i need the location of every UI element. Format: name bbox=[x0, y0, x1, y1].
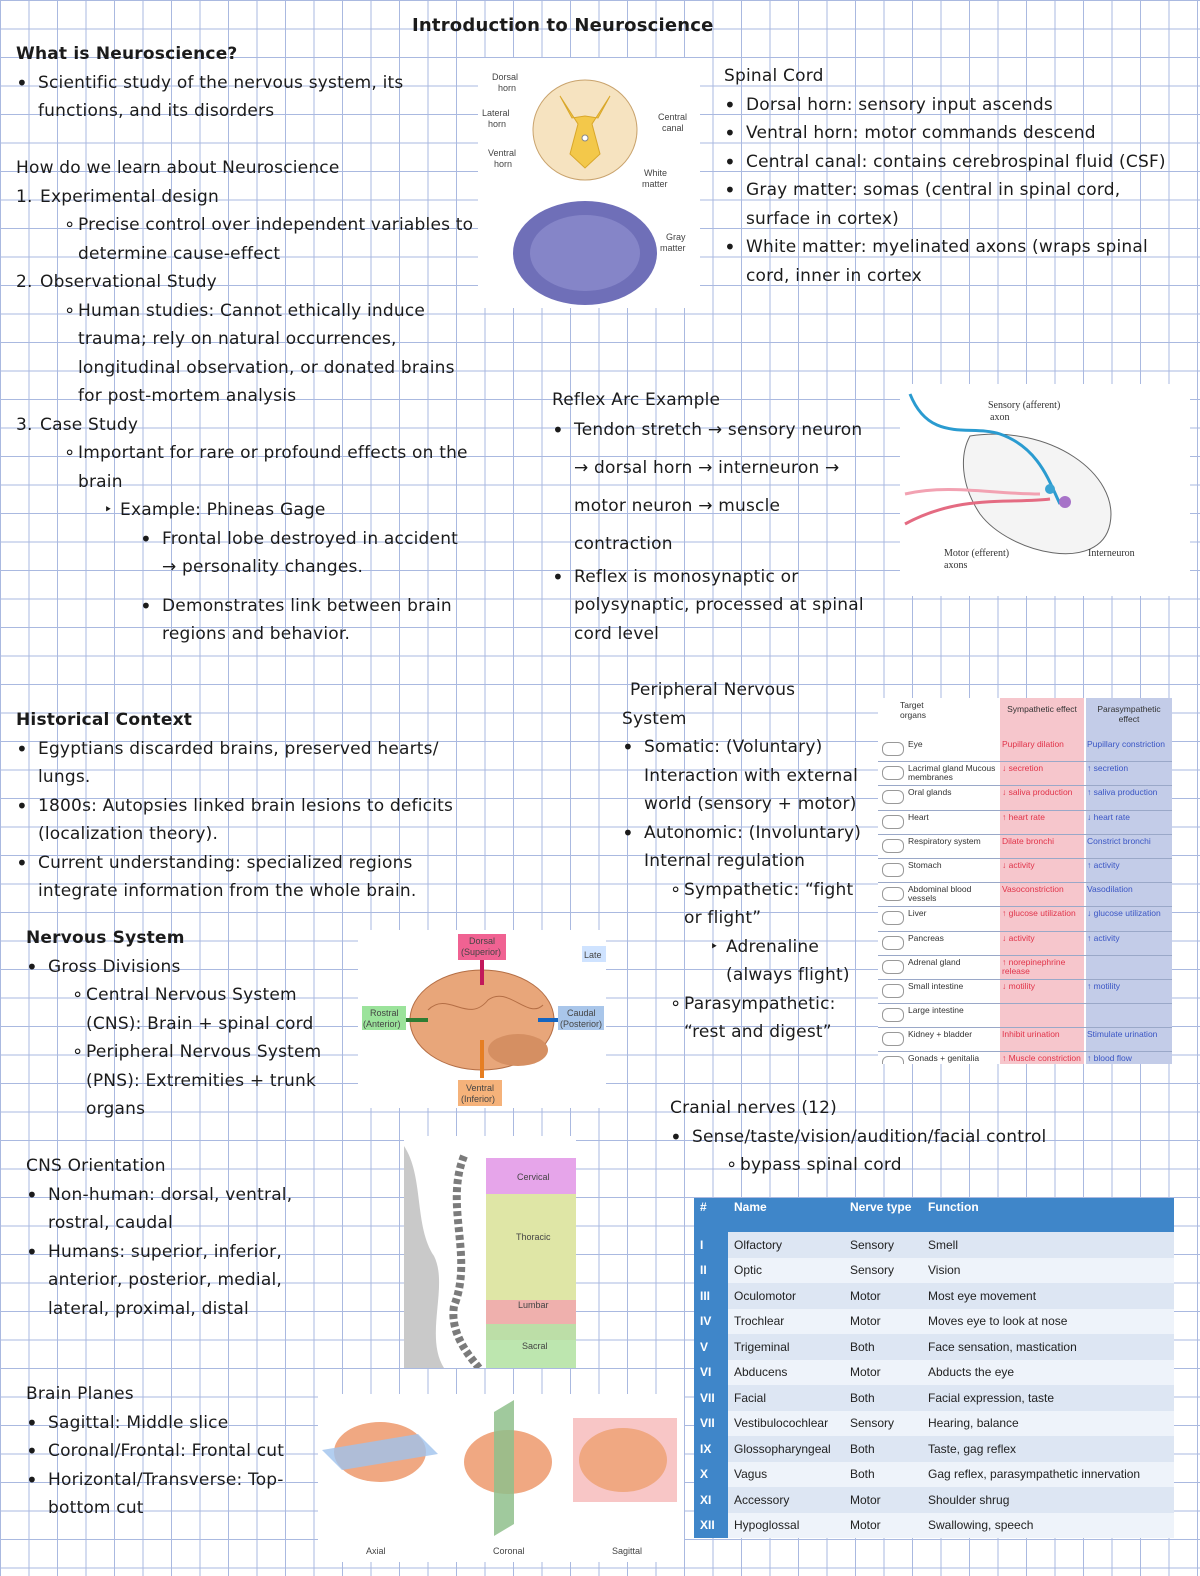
ans-symp: ↓ saliva production bbox=[1002, 787, 1073, 798]
spine-illustration bbox=[404, 1136, 576, 1368]
table-row bbox=[694, 1283, 1174, 1309]
ans-para: ↑ saliva production bbox=[1087, 787, 1158, 798]
reflex-arc-illustration bbox=[900, 384, 1190, 596]
col-header: Name bbox=[728, 1198, 844, 1232]
table-row bbox=[694, 1309, 1174, 1335]
table-row bbox=[694, 1411, 1174, 1437]
nerve-type: Motor bbox=[844, 1283, 922, 1309]
nerve-name: Trigeminal bbox=[728, 1334, 844, 1360]
organ-icon bbox=[882, 742, 904, 756]
table-row bbox=[878, 1004, 1172, 1028]
reflex-heading: Reflex Arc Example bbox=[552, 390, 721, 410]
brain-planes-figure bbox=[318, 1394, 684, 1562]
svg-text:White: White bbox=[644, 168, 668, 178]
pns-heading-line2: System bbox=[622, 708, 687, 729]
list-item: ∘ bypass spinal cord bbox=[740, 1151, 1090, 1180]
svg-text:(Superior): (Superior) bbox=[461, 947, 502, 957]
nerve-type: Sensory bbox=[844, 1258, 922, 1284]
svg-text:axon: axon bbox=[990, 412, 1010, 423]
nerve-function: Gag reflex, parasympathetic innervation bbox=[922, 1462, 1174, 1488]
nerve-number: XII bbox=[694, 1513, 728, 1539]
svg-text:Rostral: Rostral bbox=[370, 1008, 399, 1018]
list-item: • Sense/taste/vision/audition/facial control bbox=[670, 1123, 1090, 1152]
table-row bbox=[694, 1513, 1174, 1539]
ans-para: Pupillary constriction bbox=[1087, 739, 1165, 749]
ans-organ: Oral glands bbox=[908, 787, 952, 798]
organ-icon bbox=[882, 839, 904, 853]
list-item: ∘ Sympathetic: “fight or flight” bbox=[684, 876, 874, 933]
ans-organ: Abdominal blood vessels bbox=[908, 884, 972, 904]
list-item: ∘ Parasympathetic: “rest and digest” bbox=[684, 990, 874, 1047]
what-is-section bbox=[16, 40, 456, 126]
nerve-name: Glossopharyngeal bbox=[728, 1436, 844, 1462]
cranial-table-body bbox=[694, 1232, 1174, 1538]
organ-icon bbox=[882, 1032, 904, 1046]
list-item: • Reflex is monosynaptic or polysynaptic, processed at spinal cord level bbox=[552, 563, 872, 649]
ans-para: ↑ motility bbox=[1087, 980, 1121, 991]
organ-icon bbox=[882, 766, 904, 780]
cns-orientation-heading: CNS Orientation bbox=[26, 1156, 166, 1176]
history-heading: Historical Context bbox=[16, 710, 193, 730]
ans-symp: Inhibit urination bbox=[1002, 1029, 1060, 1040]
nerve-number: III bbox=[694, 1283, 728, 1309]
ans-symp: Dilate bronchi bbox=[1002, 835, 1054, 846]
svg-text:Dorsal: Dorsal bbox=[492, 72, 519, 82]
list-item: • Central canal: contains cerebrospinal fluid (CSF) bbox=[724, 148, 1170, 177]
ans-symp: ↓ activity bbox=[1002, 859, 1035, 870]
table-row bbox=[878, 956, 1172, 980]
cns-orientation-section bbox=[26, 1152, 316, 1323]
svg-text:horn: horn bbox=[498, 83, 517, 93]
table-row bbox=[878, 1028, 1172, 1052]
ans-para: ↓ heart rate bbox=[1087, 811, 1130, 822]
nerve-function: Vision bbox=[922, 1258, 1174, 1284]
nerve-name: Hypoglossal bbox=[728, 1513, 844, 1539]
ans-organ: Large intestine bbox=[908, 1005, 964, 1016]
table-row bbox=[694, 1487, 1174, 1513]
nerve-name: Optic bbox=[728, 1258, 844, 1284]
ans-symp: ↑ heart rate bbox=[1002, 811, 1045, 822]
organ-icon bbox=[882, 815, 904, 829]
history-section bbox=[16, 706, 476, 906]
pns-heading: Peripheral Nervous bbox=[630, 680, 796, 700]
nerve-function: Hearing, balance bbox=[922, 1411, 1174, 1437]
svg-text:Sagittal: Sagittal bbox=[612, 1546, 643, 1556]
nervous-heading: Nervous System bbox=[26, 928, 185, 948]
nerve-type: Both bbox=[844, 1334, 922, 1360]
list-item: • Ventral horn: motor commands descend bbox=[724, 119, 1170, 148]
ans-organ: Gonads + genitalia bbox=[908, 1053, 980, 1064]
list-item: 3. Case Study bbox=[16, 414, 139, 435]
organ-icon bbox=[882, 863, 904, 877]
nerve-function: Moves eye to look at nose bbox=[922, 1309, 1174, 1335]
ans-organ: Heart bbox=[908, 811, 929, 822]
table-row bbox=[878, 859, 1172, 883]
nerve-function: Smell bbox=[922, 1232, 1174, 1258]
table-header-row bbox=[694, 1198, 1174, 1232]
nerve-function: Shoulder shrug bbox=[922, 1487, 1174, 1513]
nerve-name: Vagus bbox=[728, 1462, 844, 1488]
svg-text:canal: canal bbox=[662, 123, 684, 133]
ans-para: ↑ blood flow bbox=[1087, 1053, 1132, 1064]
page-title: Introduction to Neuroscience bbox=[412, 15, 714, 36]
nerve-function: Swallowing, speech bbox=[922, 1513, 1174, 1539]
table-row bbox=[878, 738, 1172, 762]
nerve-name: Accessory bbox=[728, 1487, 844, 1513]
table-row bbox=[694, 1462, 1174, 1488]
list-item: • Sagittal: Middle slice bbox=[26, 1409, 316, 1438]
nerve-number: IX bbox=[694, 1436, 728, 1462]
organ-icon bbox=[882, 911, 904, 925]
svg-text:horn: horn bbox=[494, 159, 513, 169]
nerve-type: Both bbox=[844, 1385, 922, 1411]
organ-icon bbox=[882, 984, 904, 998]
organ-icon bbox=[882, 960, 904, 974]
table-row bbox=[694, 1258, 1174, 1284]
ans-symp: ↓ activity bbox=[1002, 932, 1035, 943]
table-row bbox=[694, 1334, 1174, 1360]
nerve-type: Both bbox=[844, 1436, 922, 1462]
ans-organ: Small intestine bbox=[908, 980, 964, 991]
spinal-cord-section bbox=[724, 62, 1170, 290]
cranial-nerves-table bbox=[694, 1198, 1174, 1538]
svg-text:Interneuron: Interneuron bbox=[1088, 548, 1135, 559]
nerve-type: Motor bbox=[844, 1487, 922, 1513]
table-row bbox=[878, 786, 1172, 810]
ans-para: Constrict bronchi bbox=[1087, 835, 1151, 846]
ans-para: Stimulate urination bbox=[1087, 1029, 1158, 1040]
nerve-number: I bbox=[694, 1232, 728, 1258]
nerve-number: XI bbox=[694, 1487, 728, 1513]
list-item: • Non-human: dorsal, ventral, rostral, caudal bbox=[26, 1181, 316, 1238]
ans-organ: Adrenal gland bbox=[908, 956, 961, 967]
list-item: ‣ Adrenaline (always flight) bbox=[726, 933, 874, 990]
ans-organ: Lacrimal gland Mucous membranes bbox=[908, 763, 996, 783]
svg-text:Sacral: Sacral bbox=[522, 1341, 548, 1351]
nerve-function: Abducts the eye bbox=[922, 1360, 1174, 1386]
ans-para: ↑ secretion bbox=[1087, 763, 1129, 774]
svg-text:(Posterior): (Posterior) bbox=[560, 1019, 603, 1029]
svg-text:axons: axons bbox=[944, 560, 968, 571]
table-row bbox=[878, 907, 1172, 931]
list-item: • Somatic: (Voluntary) Interaction with external world (sensory + motor) bbox=[622, 733, 874, 819]
organ-icon bbox=[882, 790, 904, 804]
ans-symp: ↓ motility bbox=[1002, 980, 1036, 991]
table-row bbox=[878, 811, 1172, 835]
nerve-function: Facial expression, taste bbox=[922, 1385, 1174, 1411]
svg-text:Ventral: Ventral bbox=[488, 148, 517, 158]
svg-text:(Anterior): (Anterior) bbox=[363, 1019, 401, 1029]
organ-icon bbox=[882, 936, 904, 950]
how-section bbox=[16, 154, 476, 649]
list-item: • Scientific study of the nervous system, its functions, and its disorders bbox=[16, 69, 456, 126]
svg-text:Lateral: Lateral bbox=[482, 108, 510, 118]
ans-para: ↑ activity bbox=[1087, 932, 1120, 943]
svg-text:Axial: Axial bbox=[366, 1546, 386, 1556]
ans-organ: Liver bbox=[908, 908, 927, 919]
ans-organ: Eye bbox=[908, 739, 923, 749]
list-item: • Gray matter: somas (central in spinal cord, surface in cortex) bbox=[724, 176, 1170, 233]
ans-organ: Stomach bbox=[908, 859, 942, 870]
list-item: • Gross Divisions bbox=[26, 953, 346, 982]
list-item: 1. Experimental design bbox=[16, 186, 219, 207]
svg-text:Ventral: Ventral bbox=[466, 1083, 495, 1093]
ans-symp: ↓ secretion bbox=[1002, 763, 1044, 774]
nerve-number: X bbox=[694, 1462, 728, 1488]
nerve-name: Oculomotor bbox=[728, 1283, 844, 1309]
svg-text:Motor (efferent): Motor (efferent) bbox=[944, 548, 1010, 559]
spinal-heading: Spinal Cord bbox=[724, 66, 824, 86]
what-is-heading: What is Neuroscience? bbox=[16, 44, 238, 64]
nerve-name: Abducens bbox=[728, 1360, 844, 1386]
brain-orientation-figure bbox=[358, 930, 606, 1108]
svg-text:Lumbar: Lumbar bbox=[518, 1300, 549, 1310]
table-row bbox=[878, 1052, 1172, 1064]
nerve-name: Facial bbox=[728, 1385, 844, 1411]
svg-text:Dorsal: Dorsal bbox=[469, 936, 496, 946]
list-item: • Humans: superior, inferior, anterior, posterior, medial, lateral, proximal, distal bbox=[26, 1238, 316, 1324]
table-row bbox=[878, 932, 1172, 956]
ans-symp: Pupillary dilation bbox=[1002, 739, 1064, 749]
spinal-cord-figure bbox=[478, 58, 700, 308]
ans-organ: Kidney + bladder bbox=[908, 1029, 973, 1040]
ans-para: ↓ glucose utilization bbox=[1087, 908, 1161, 919]
svg-text:Gray: Gray bbox=[666, 232, 686, 242]
list-item: • Egyptians discarded brains, preserved hearts/ lungs. bbox=[16, 735, 476, 792]
list-item: • Tendon stretch → sensory neuron → dorsal horn → interneuron → motor neuron → muscle contraction bbox=[552, 411, 872, 563]
nerve-name: Trochlear bbox=[728, 1309, 844, 1335]
cranial-table-wrap bbox=[694, 1198, 1174, 1538]
organ-icon bbox=[882, 1056, 904, 1064]
table-row bbox=[694, 1385, 1174, 1411]
table-row bbox=[694, 1360, 1174, 1386]
nerve-function: Taste, gag reflex bbox=[922, 1436, 1174, 1462]
svg-text:matter: matter bbox=[642, 179, 668, 189]
ans-rows bbox=[878, 738, 1172, 1064]
ans-organ: Pancreas bbox=[908, 932, 944, 943]
ans-para: Vasodilation bbox=[1087, 884, 1133, 895]
organ-icon bbox=[882, 1008, 904, 1022]
nerve-number: II bbox=[694, 1258, 728, 1284]
ans-symp: Vasoconstriction bbox=[1002, 884, 1064, 895]
list-item: • Dorsal horn: sensory input ascends bbox=[724, 91, 1170, 120]
svg-text:Late: Late bbox=[584, 950, 602, 960]
ans-table-figure: Target organs Sympathetic effect Parasympathetic effect Eye Pupillary dilation Pupillary constriction Lacrimal gland Mucous membranes ↓ secretion ↑ secretion Oral glands ↓ saliva production ↑ saliva production Heart ↑ heart rate ↓ heart rate Respiratory system Dilate bronchi Constrict bronchi Stomach ↓ activity ↑ activity Abdominal blood vessels Vasoconstriction Vasodilation Liver ↑ glucose utilization ↓ glucose utilization Pancreas ↓ activity ↑ activity Adrenal gland ↑ norepinephrine release Small intestine ↓ motility ↑ motility Large intestine Kidney + bladder Inhibit urination Stimulate urination Gonads + genitalia ↑ Muscle constriction ↑ blood flow bbox=[878, 698, 1172, 1064]
ans-symp: ↑ norepinephrine release bbox=[1002, 956, 1066, 976]
svg-text:horn: horn bbox=[488, 119, 507, 129]
nerve-type: Sensory bbox=[844, 1411, 922, 1437]
cranial-section bbox=[670, 1094, 1090, 1180]
nerve-type: Motor bbox=[844, 1360, 922, 1386]
list-item: • Autonomic: (Involuntary) Internal regulation bbox=[622, 819, 874, 876]
nerve-number: VI bbox=[694, 1360, 728, 1386]
table-row bbox=[694, 1436, 1174, 1462]
table-row bbox=[878, 980, 1172, 1004]
ans-para: ↑ activity bbox=[1087, 859, 1120, 870]
list-item: • Frontal lobe destroyed in accident → personality changes. bbox=[140, 525, 476, 582]
planes-section bbox=[26, 1380, 316, 1523]
nerve-number: V bbox=[694, 1334, 728, 1360]
col-header: Function bbox=[922, 1198, 1174, 1232]
svg-text:Coronal: Coronal bbox=[493, 1546, 525, 1556]
ans-symp: ↑ Muscle constriction bbox=[1002, 1053, 1081, 1064]
reflex-section bbox=[552, 386, 872, 648]
organ-icon bbox=[882, 887, 904, 901]
list-item: ∘ Precise control over independent variables to determine cause-effect bbox=[78, 211, 476, 268]
nerve-type: Both bbox=[844, 1462, 922, 1488]
list-item: • White matter: myelinated axons (wraps spinal cord, inner in cortex bbox=[724, 233, 1170, 290]
list-item: ∘ Peripheral Nervous System (PNS): Extremities + trunk organs bbox=[86, 1038, 346, 1124]
nerve-name: Vestibulocochlear bbox=[728, 1411, 844, 1437]
brain-orientation-illustration bbox=[358, 930, 606, 1108]
svg-text:Cervical: Cervical bbox=[517, 1172, 550, 1182]
nerve-type: Sensory bbox=[844, 1232, 922, 1258]
col-header: Nerve type bbox=[844, 1198, 922, 1232]
col-header: # bbox=[694, 1198, 728, 1232]
list-item: ∘ Human studies: Cannot ethically induce trauma; rely on natural occurrences, longitudinal observation, or donated brains for post-mortem analysis bbox=[78, 297, 476, 411]
table-row bbox=[694, 1232, 1174, 1258]
table-row bbox=[878, 835, 1172, 859]
svg-text:Caudal: Caudal bbox=[567, 1008, 596, 1018]
svg-text:Central: Central bbox=[658, 112, 688, 122]
spinal-cord-illustration bbox=[478, 58, 700, 308]
spine-figure bbox=[404, 1136, 576, 1368]
svg-text:matter: matter bbox=[660, 243, 686, 253]
list-item: • 1800s: Autopsies linked brain lesions to deficits (localization theory). bbox=[16, 792, 476, 849]
how-heading: How do we learn about Neuroscience bbox=[16, 158, 340, 178]
list-item: • Coronal/Frontal: Frontal cut bbox=[26, 1437, 316, 1466]
nerve-function: Face sensation, mastication bbox=[922, 1334, 1174, 1360]
nerve-number: VII bbox=[694, 1385, 728, 1411]
nerve-function: Most eye movement bbox=[922, 1283, 1174, 1309]
nerve-number: IV bbox=[694, 1309, 728, 1335]
list-item: ∘ Important for rare or profound effects on the brain bbox=[78, 439, 476, 496]
brain-planes-illustration bbox=[318, 1394, 684, 1562]
svg-text:Sensory (afferent): Sensory (afferent) bbox=[988, 400, 1061, 411]
nerve-type: Motor bbox=[844, 1309, 922, 1335]
svg-text:Thoracic: Thoracic bbox=[516, 1232, 551, 1242]
ans-organ: Respiratory system bbox=[908, 835, 981, 846]
pns-section bbox=[622, 676, 874, 1047]
list-item: • Demonstrates link between brain regions and behavior. bbox=[140, 592, 476, 649]
list-item: ‣ Example: Phineas Gage bbox=[120, 496, 476, 525]
table-row bbox=[878, 883, 1172, 907]
svg-text:(Inferior): (Inferior) bbox=[461, 1094, 496, 1104]
table-row bbox=[878, 762, 1172, 786]
nerve-name: Olfactory bbox=[728, 1232, 844, 1258]
nervous-section bbox=[26, 924, 346, 1124]
nerve-type: Motor bbox=[844, 1513, 922, 1539]
ans-symp: ↑ glucose utilization bbox=[1002, 908, 1076, 919]
nerve-number: VII bbox=[694, 1411, 728, 1437]
list-item: • Horizontal/Transverse: Top-bottom cut bbox=[26, 1466, 316, 1523]
reflex-arc-figure bbox=[900, 384, 1190, 596]
cranial-heading: Cranial nerves (12) bbox=[670, 1098, 838, 1118]
list-item: • Current understanding: specialized regions integrate information from the whole brain. bbox=[16, 849, 476, 906]
planes-heading: Brain Planes bbox=[26, 1384, 134, 1404]
list-item: 2. Observational Study bbox=[16, 272, 217, 292]
list-item: ∘ Central Nervous System (CNS): Brain + spinal cord bbox=[86, 981, 346, 1038]
